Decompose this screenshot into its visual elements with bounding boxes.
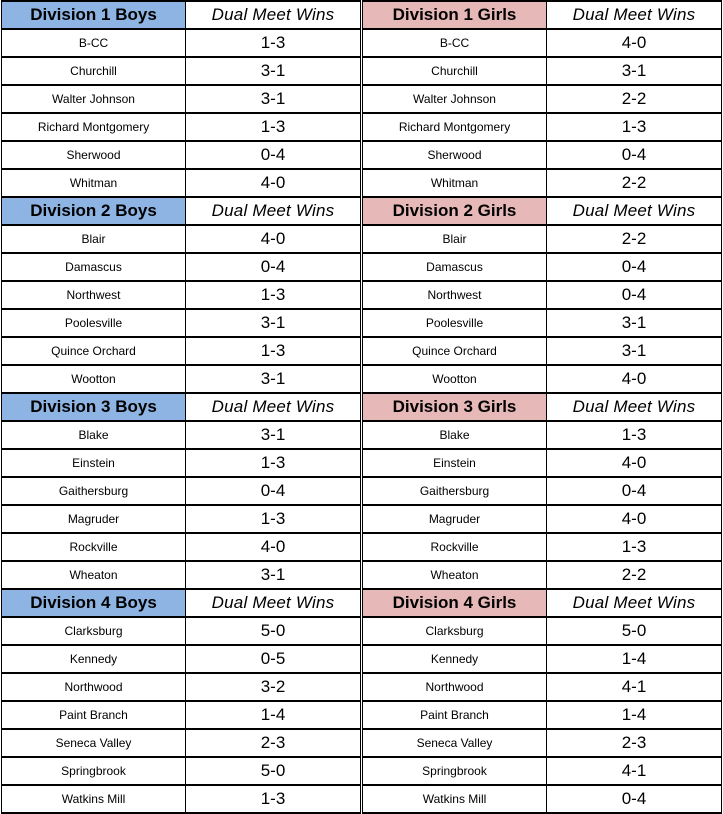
team-record: 1-3: [186, 786, 361, 812]
column-header-dual-meet-wins: Dual Meet Wins: [186, 394, 361, 420]
team-record: 3-1: [186, 366, 361, 392]
team-record: 0-4: [547, 282, 722, 308]
team-name: Clarksburg: [1, 618, 186, 644]
team-record: 3-1: [547, 310, 722, 336]
team-name: Poolesville: [362, 310, 547, 336]
team-row: [1, 506, 361, 534]
division-header-row: [1, 590, 361, 618]
team-record: 1-4: [547, 646, 722, 672]
team-name: Sherwood: [1, 142, 186, 168]
team-name: Walter Johnson: [362, 86, 547, 112]
column-header-dual-meet-wins: Dual Meet Wins: [186, 198, 361, 224]
team-record: 4-0: [186, 226, 361, 252]
team-record: 2-3: [186, 730, 361, 756]
team-name: Northwood: [1, 674, 186, 700]
team-row: [1, 86, 361, 114]
team-name: Northwest: [1, 282, 186, 308]
team-record: 4-0: [547, 450, 722, 476]
column-header-dual-meet-wins: Dual Meet Wins: [547, 2, 722, 28]
team-row: [362, 310, 722, 338]
team-row: [362, 478, 722, 506]
team-row: [1, 562, 361, 590]
team-record: 1-3: [186, 506, 361, 532]
team-record: 3-1: [186, 58, 361, 84]
team-name: Seneca Valley: [1, 730, 186, 756]
team-name: Magruder: [1, 506, 186, 532]
team-name: Quince Orchard: [362, 338, 547, 364]
team-name: Wootton: [362, 366, 547, 392]
team-name: Seneca Valley: [362, 730, 547, 756]
team-row: [362, 674, 722, 702]
team-row: [1, 450, 361, 478]
team-name: Gaithersburg: [1, 478, 186, 504]
team-row: [1, 254, 361, 282]
team-record: 3-1: [186, 562, 361, 588]
team-name: Walter Johnson: [1, 86, 186, 112]
team-name: Sherwood: [362, 142, 547, 168]
team-name: Wheaton: [362, 562, 547, 588]
division-title: Division 2 Girls: [362, 198, 547, 224]
team-record: 0-4: [186, 478, 361, 504]
team-record: 4-0: [547, 366, 722, 392]
team-record: 3-1: [186, 422, 361, 448]
column-header-dual-meet-wins: Dual Meet Wins: [547, 198, 722, 224]
team-row: [1, 478, 361, 506]
team-record: 0-4: [186, 254, 361, 280]
division-header-row: [1, 198, 361, 226]
team-row: [362, 534, 722, 562]
girls-standings-table: [362, 0, 722, 814]
team-record: 0-5: [186, 646, 361, 672]
division-title: Division 3 Boys: [1, 394, 186, 420]
team-name: Rockville: [362, 534, 547, 560]
team-record: 4-1: [547, 674, 722, 700]
team-record: 1-3: [186, 338, 361, 364]
team-row: [362, 758, 722, 786]
team-record: 2-2: [547, 562, 722, 588]
team-row: [362, 114, 722, 142]
team-record: 0-4: [547, 478, 722, 504]
division-title: Division 1 Girls: [362, 2, 547, 28]
division-header-row: [362, 590, 722, 618]
team-name: Churchill: [1, 58, 186, 84]
team-row: [362, 422, 722, 450]
team-record: 3-1: [547, 338, 722, 364]
team-name: Einstein: [1, 450, 186, 476]
team-name: Northwood: [362, 674, 547, 700]
team-name: Poolesville: [1, 310, 186, 336]
team-row: [1, 646, 361, 674]
team-record: 2-2: [547, 86, 722, 112]
team-row: [362, 562, 722, 590]
team-row: [362, 618, 722, 646]
team-record: 0-4: [186, 142, 361, 168]
team-name: Springbrook: [362, 758, 547, 784]
team-record: 3-1: [186, 86, 361, 112]
team-row: [1, 758, 361, 786]
team-row: [1, 702, 361, 730]
team-row: [1, 58, 361, 86]
division-title: Division 1 Boys: [1, 2, 186, 28]
team-record: 1-4: [186, 702, 361, 728]
team-record: 1-4: [547, 702, 722, 728]
team-name: Whitman: [362, 170, 547, 196]
team-row: [362, 450, 722, 478]
team-row: [362, 86, 722, 114]
team-name: B-CC: [362, 30, 547, 56]
team-record: 4-1: [547, 758, 722, 784]
team-name: Richard Montgomery: [362, 114, 547, 140]
team-name: Einstein: [362, 450, 547, 476]
column-header-dual-meet-wins: Dual Meet Wins: [186, 590, 361, 616]
team-row: [1, 114, 361, 142]
team-name: Rockville: [1, 534, 186, 560]
team-name: Blair: [362, 226, 547, 252]
team-record: 4-0: [186, 170, 361, 196]
team-record: 1-3: [186, 30, 361, 56]
column-header-dual-meet-wins: Dual Meet Wins: [186, 2, 361, 28]
team-record: 5-0: [547, 618, 722, 644]
team-row: [362, 170, 722, 198]
team-name: Damascus: [1, 254, 186, 280]
boys-standings-table: [1, 0, 361, 814]
team-name: Watkins Mill: [362, 786, 547, 812]
division-title: Division 2 Boys: [1, 198, 186, 224]
team-record: 0-4: [547, 142, 722, 168]
team-record: 1-3: [186, 282, 361, 308]
team-row: [1, 618, 361, 646]
team-row: [1, 170, 361, 198]
team-record: 4-0: [186, 534, 361, 560]
team-record: 4-0: [547, 30, 722, 56]
team-name: Watkins Mill: [1, 786, 186, 812]
team-row: [362, 366, 722, 394]
team-row: [362, 282, 722, 310]
team-name: Blair: [1, 226, 186, 252]
team-record: 3-1: [547, 58, 722, 84]
team-row: [362, 30, 722, 58]
team-name: Blake: [362, 422, 547, 448]
team-row: [362, 506, 722, 534]
division-header-row: [362, 0, 722, 30]
team-record: 1-3: [186, 450, 361, 476]
team-row: [362, 226, 722, 254]
team-row: [1, 366, 361, 394]
team-name: Kennedy: [1, 646, 186, 672]
division-title: Division 3 Girls: [362, 394, 547, 420]
team-record: 2-3: [547, 730, 722, 756]
team-record: 5-0: [186, 758, 361, 784]
division-header-row: [362, 198, 722, 226]
team-name: Blake: [1, 422, 186, 448]
division-header-row: [1, 0, 361, 30]
team-record: 2-2: [547, 226, 722, 252]
team-row: [1, 142, 361, 170]
team-row: [1, 674, 361, 702]
team-record: 0-4: [547, 254, 722, 280]
division-header-row: [362, 394, 722, 422]
team-name: Paint Branch: [362, 702, 547, 728]
column-header-dual-meet-wins: Dual Meet Wins: [547, 394, 722, 420]
division-header-row: [1, 394, 361, 422]
team-row: [362, 646, 722, 674]
team-row: [362, 702, 722, 730]
team-row: [362, 58, 722, 86]
team-name: Gaithersburg: [362, 478, 547, 504]
team-row: [1, 310, 361, 338]
team-row: [1, 534, 361, 562]
team-row: [1, 338, 361, 366]
team-record: 1-3: [186, 114, 361, 140]
team-name: Magruder: [362, 506, 547, 532]
team-record: 1-3: [547, 534, 722, 560]
team-record: 3-2: [186, 674, 361, 700]
team-name: Whitman: [1, 170, 186, 196]
column-header-dual-meet-wins: Dual Meet Wins: [547, 590, 722, 616]
team-row: [1, 282, 361, 310]
division-title: Division 4 Girls: [362, 590, 547, 616]
team-record: 3-1: [186, 310, 361, 336]
team-row: [362, 142, 722, 170]
team-name: Clarksburg: [362, 618, 547, 644]
team-row: [1, 30, 361, 58]
team-name: Richard Montgomery: [1, 114, 186, 140]
team-record: 0-4: [547, 786, 722, 812]
team-row: [1, 422, 361, 450]
team-name: Churchill: [362, 58, 547, 84]
division-title: Division 4 Boys: [1, 590, 186, 616]
team-name: Kennedy: [362, 646, 547, 672]
team-name: Damascus: [362, 254, 547, 280]
team-name: B-CC: [1, 30, 186, 56]
team-row: [362, 730, 722, 758]
team-record: 5-0: [186, 618, 361, 644]
team-row: [1, 730, 361, 758]
team-record: 2-2: [547, 170, 722, 196]
team-name: Northwest: [362, 282, 547, 308]
team-record: 4-0: [547, 506, 722, 532]
team-name: Paint Branch: [1, 702, 186, 728]
team-name: Springbrook: [1, 758, 186, 784]
team-row: [362, 338, 722, 366]
team-record: 1-3: [547, 114, 722, 140]
team-name: Wootton: [1, 366, 186, 392]
team-record: 1-3: [547, 422, 722, 448]
team-name: Quince Orchard: [1, 338, 186, 364]
team-row: [362, 254, 722, 282]
team-name: Wheaton: [1, 562, 186, 588]
team-row: [1, 226, 361, 254]
